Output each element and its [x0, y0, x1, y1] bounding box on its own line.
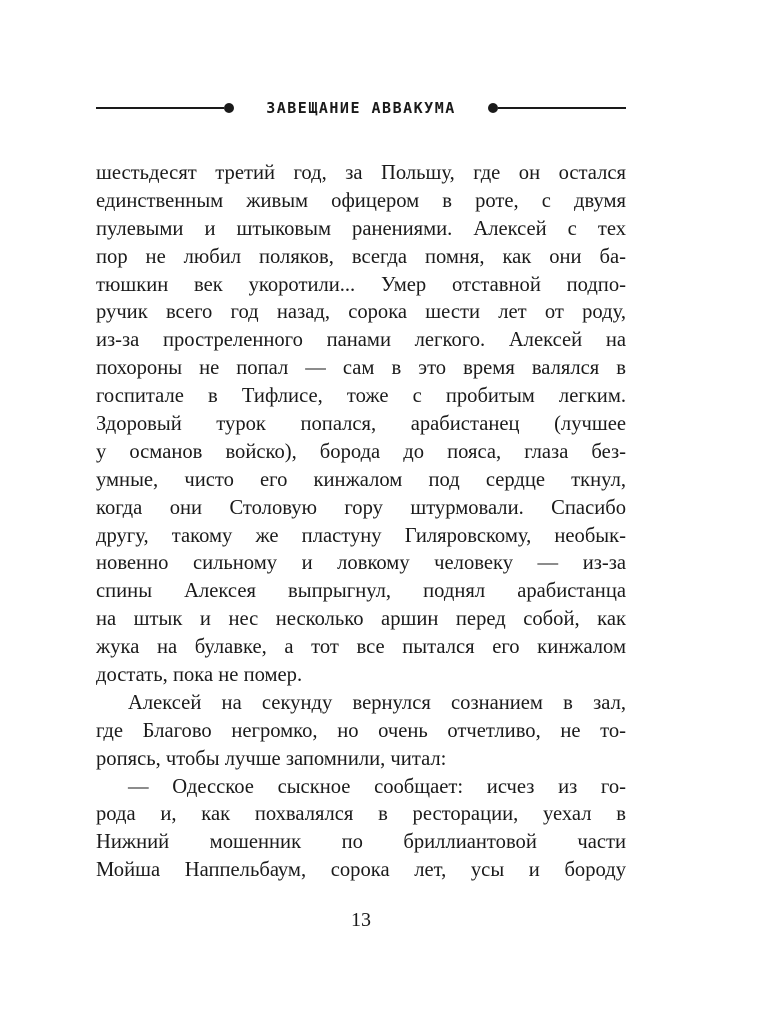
page-number: 13 — [351, 909, 371, 931]
text-line: Нижний мошенник по бриллиантовой части — [96, 831, 626, 854]
header-dot-left — [224, 103, 234, 113]
text-line: госпитале в Тифлисе, тоже с пробитым легким. — [96, 385, 626, 408]
header-rule-left — [96, 107, 224, 109]
text-line: когда они Столовую гору штурмовали. Спасибо — [96, 496, 626, 519]
running-title: ЗАВЕЩАНИЕ АВВАКУМА — [266, 99, 456, 117]
paragraph-2 — [96, 690, 626, 774]
text-line: единственным живым офицером в роте, с двумя — [96, 189, 626, 212]
text-line: — Одесское сыскное сообщает: исчез из го- — [128, 775, 626, 798]
text-line: новенно сильному и ловкому человеку — из-за — [96, 552, 626, 575]
text-line: ручик всего год назад, сорока шести лет от роду, — [96, 301, 626, 324]
text-line: где Благово негромко, но очень отчетливо, не то- — [96, 719, 626, 742]
text-line: спины Алексея выпрыгнул, поднял арабистанца — [96, 580, 626, 603]
text-line: умные, чисто его кинжалом под сердце ткнул, — [96, 468, 626, 491]
text-line: жука на булавке, а тот все пытался его кинжалом — [96, 636, 626, 659]
text-line: пулевыми и штыковым ранениями. Алексей с тех — [96, 217, 626, 240]
text-line: Здоровый турок попался, арабистанец (лучшее — [96, 413, 626, 436]
body-text — [96, 160, 626, 885]
text-line: тюшкин век укоротили... Умер отставной подпо- — [96, 273, 626, 296]
running-header — [96, 96, 626, 120]
text-line: похороны не попал — сам в это время валялся в — [96, 357, 626, 380]
text-line: из-за простреленного панами легкого. Алексей на — [96, 329, 626, 352]
paragraph-1 — [96, 160, 626, 690]
text-line: на штык и нес несколько аршин перед собой, как — [96, 608, 626, 631]
header-rule-right — [498, 107, 626, 109]
text-line: достать, пока не помер. — [96, 664, 303, 687]
header-dot-right — [488, 103, 498, 113]
text-line: Алексей на секунду вернулся сознанием в зал, — [128, 691, 626, 714]
text-line: ропясь, чтобы лучше запомнили, читал: — [96, 747, 447, 770]
text-line: шестьдесят третий год, за Польшу, где он остался — [96, 162, 626, 184]
paragraph-3 — [96, 774, 626, 886]
text-line: пор не любил поляков, всегда помня, как они ба- — [96, 245, 626, 268]
text-line: рода и, как похвалялся в ресторации, уехал в — [96, 803, 626, 826]
text-line: у османов войско), борода до пояса, глаза без- — [96, 440, 626, 463]
text-line: другу, такому же пластуну Гиляровскому, необык- — [96, 524, 626, 547]
text-line: Мойша Наппельбаум, сорока лет, усы и бороду — [96, 859, 626, 882]
